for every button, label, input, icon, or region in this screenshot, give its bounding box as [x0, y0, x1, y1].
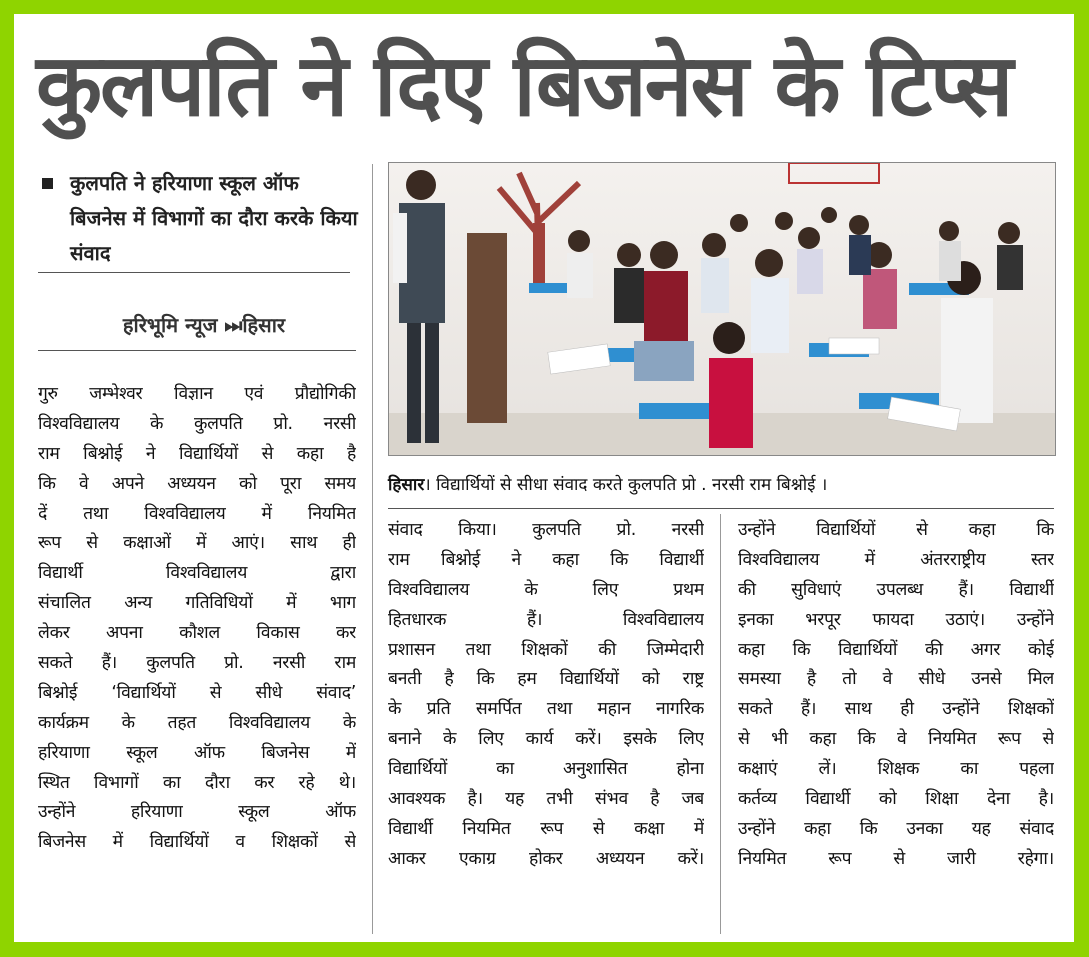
column-line: कि वे अपने अध्ययन को पूरा समय [38, 473, 356, 494]
subheadline-text: कुलपति ने हरियाणा स्कूल ऑफ बिजनेस में विभागों का दौरा करके किया संवाद [70, 171, 358, 265]
column-line: विद्यार्थियों का अनुशासित होना [388, 759, 704, 780]
column-line: प्रशासन तथा शिक्षकों की जिम्मेदारी [388, 639, 704, 660]
news-photo [388, 162, 1056, 456]
column-line: बिजनेस में विद्यार्थियों व शिक्षकों से [38, 832, 356, 853]
column-line: बिश्नोई ‘विद्यार्थियों से सीधे संवाद’ [38, 682, 356, 703]
article-column-1 [38, 380, 356, 858]
column-line: नियमित रूप से जारी रहेगा। [738, 848, 1054, 869]
column-line: विश्वविद्यालय के लिए प्रथम [388, 579, 704, 600]
column-line: लेकर अपना कौशल विकास कर [38, 623, 356, 644]
column-line: गुरु जम्भेश्वर विज्ञान एवं प्रौद्योगिकी [38, 384, 356, 404]
caption-text: । विद्यार्थियों से सीधा संवाद करते कुलपति प्रो . नरसी राम बिश्नोई । [424, 475, 828, 495]
column-line: उन्होंने हरियाणा स्कूल ऑफ [38, 802, 356, 823]
column-line: की सुविधाएं उपलब्ध हैं। विद्यार्थी [738, 579, 1054, 600]
column-line: विश्वविद्यालय में अंतरराष्ट्रीय स्तर [738, 549, 1054, 570]
article-column-2 [388, 516, 704, 875]
bullet-square-icon [42, 178, 53, 189]
headline: कुलपति ने दिए बिजनेस के टिप्स [36, 36, 1012, 136]
column-line: बनाने के लिए कार्य करें। इसके लिए [388, 729, 704, 750]
column-line: समस्या है तो वे सीधे उनसे मिल [738, 669, 1054, 690]
subhead-divider [38, 272, 350, 273]
column-line: कहा कि विद्यार्थियों की अगर कोई [738, 639, 1054, 660]
byline-divider [38, 350, 356, 351]
column-line: बनती है कि हम विद्यार्थियों को राष्ट्र [388, 669, 704, 690]
column-line: राम बिश्नोई ने विद्यार्थियों से कहा है [38, 443, 356, 464]
caption-place: हिसार [388, 475, 425, 495]
column-divider [720, 514, 721, 934]
column-line: उन्होंने कहा कि उनका यह संवाद [738, 818, 1054, 839]
column-line: रूप से कक्षाओं में आएं। साथ ही [38, 533, 356, 554]
column-line: आकर एकाग्र होकर अध्ययन करें। [388, 848, 704, 869]
column-line: संचालित अन्य गतिविधियों में भाग [38, 593, 356, 614]
column-line: राम बिश्नोई ने कहा कि विद्यार्थी [388, 549, 704, 570]
newspaper-clipping [14, 14, 1074, 942]
column-line: विश्वविद्यालय के कुलपति प्रो. नरसी [38, 413, 356, 434]
article-column-3 [738, 516, 1054, 875]
column-line: हितधारक हैं। विश्वविद्यालय [388, 609, 704, 630]
classroom-photo-illustration [389, 163, 1055, 455]
column-line: कर्तव्य विद्यार्थी को शिक्षा देना है। [738, 789, 1054, 810]
column-line: उन्होंने विद्यार्थियों से कहा कि [738, 520, 1054, 540]
photo-caption [388, 470, 1054, 500]
column-line: विद्यार्थी नियमित रूप से कक्षा में [388, 818, 704, 839]
column-line: आवश्यक है। यह तभी संभव है जब [388, 789, 704, 810]
column-line: स्थित विभागों का दौरा कर रहे थे। [38, 772, 356, 793]
column-line: के प्रति समर्पित तथा महान नागरिक [388, 699, 704, 720]
caption-divider [388, 508, 1054, 509]
byline: हरिभूमि न्यूज ⏭हिसार [122, 313, 286, 337]
column-line: हरियाणा स्कूल ऑफ बिजनेस में [38, 742, 356, 763]
column-line: कार्यक्रम के तहत विश्वविद्यालय के [38, 712, 356, 733]
column-line: सकते हैं। साथ ही उन्होंने शिक्षकों [738, 699, 1054, 720]
column-line: संवाद किया। कुलपति प्रो. नरसी [388, 520, 704, 540]
column-line: इनका भरपूर फायदा उठाएं। उन्होंने [738, 609, 1054, 630]
column-line: विद्यार्थी विश्वविद्यालय द्वारा [38, 563, 356, 584]
subheadline [38, 166, 358, 271]
column-line: सकते हैं। कुलपति प्रो. नरसी राम [38, 653, 356, 674]
column-divider [372, 164, 373, 934]
column-line: कक्षाएं लें। शिक्षक का पहला [738, 759, 1054, 780]
column-line: दें तथा विश्वविद्यालय में नियमित [38, 503, 356, 524]
column-line: से भी कहा कि वे नियमित रूप से [738, 729, 1054, 750]
